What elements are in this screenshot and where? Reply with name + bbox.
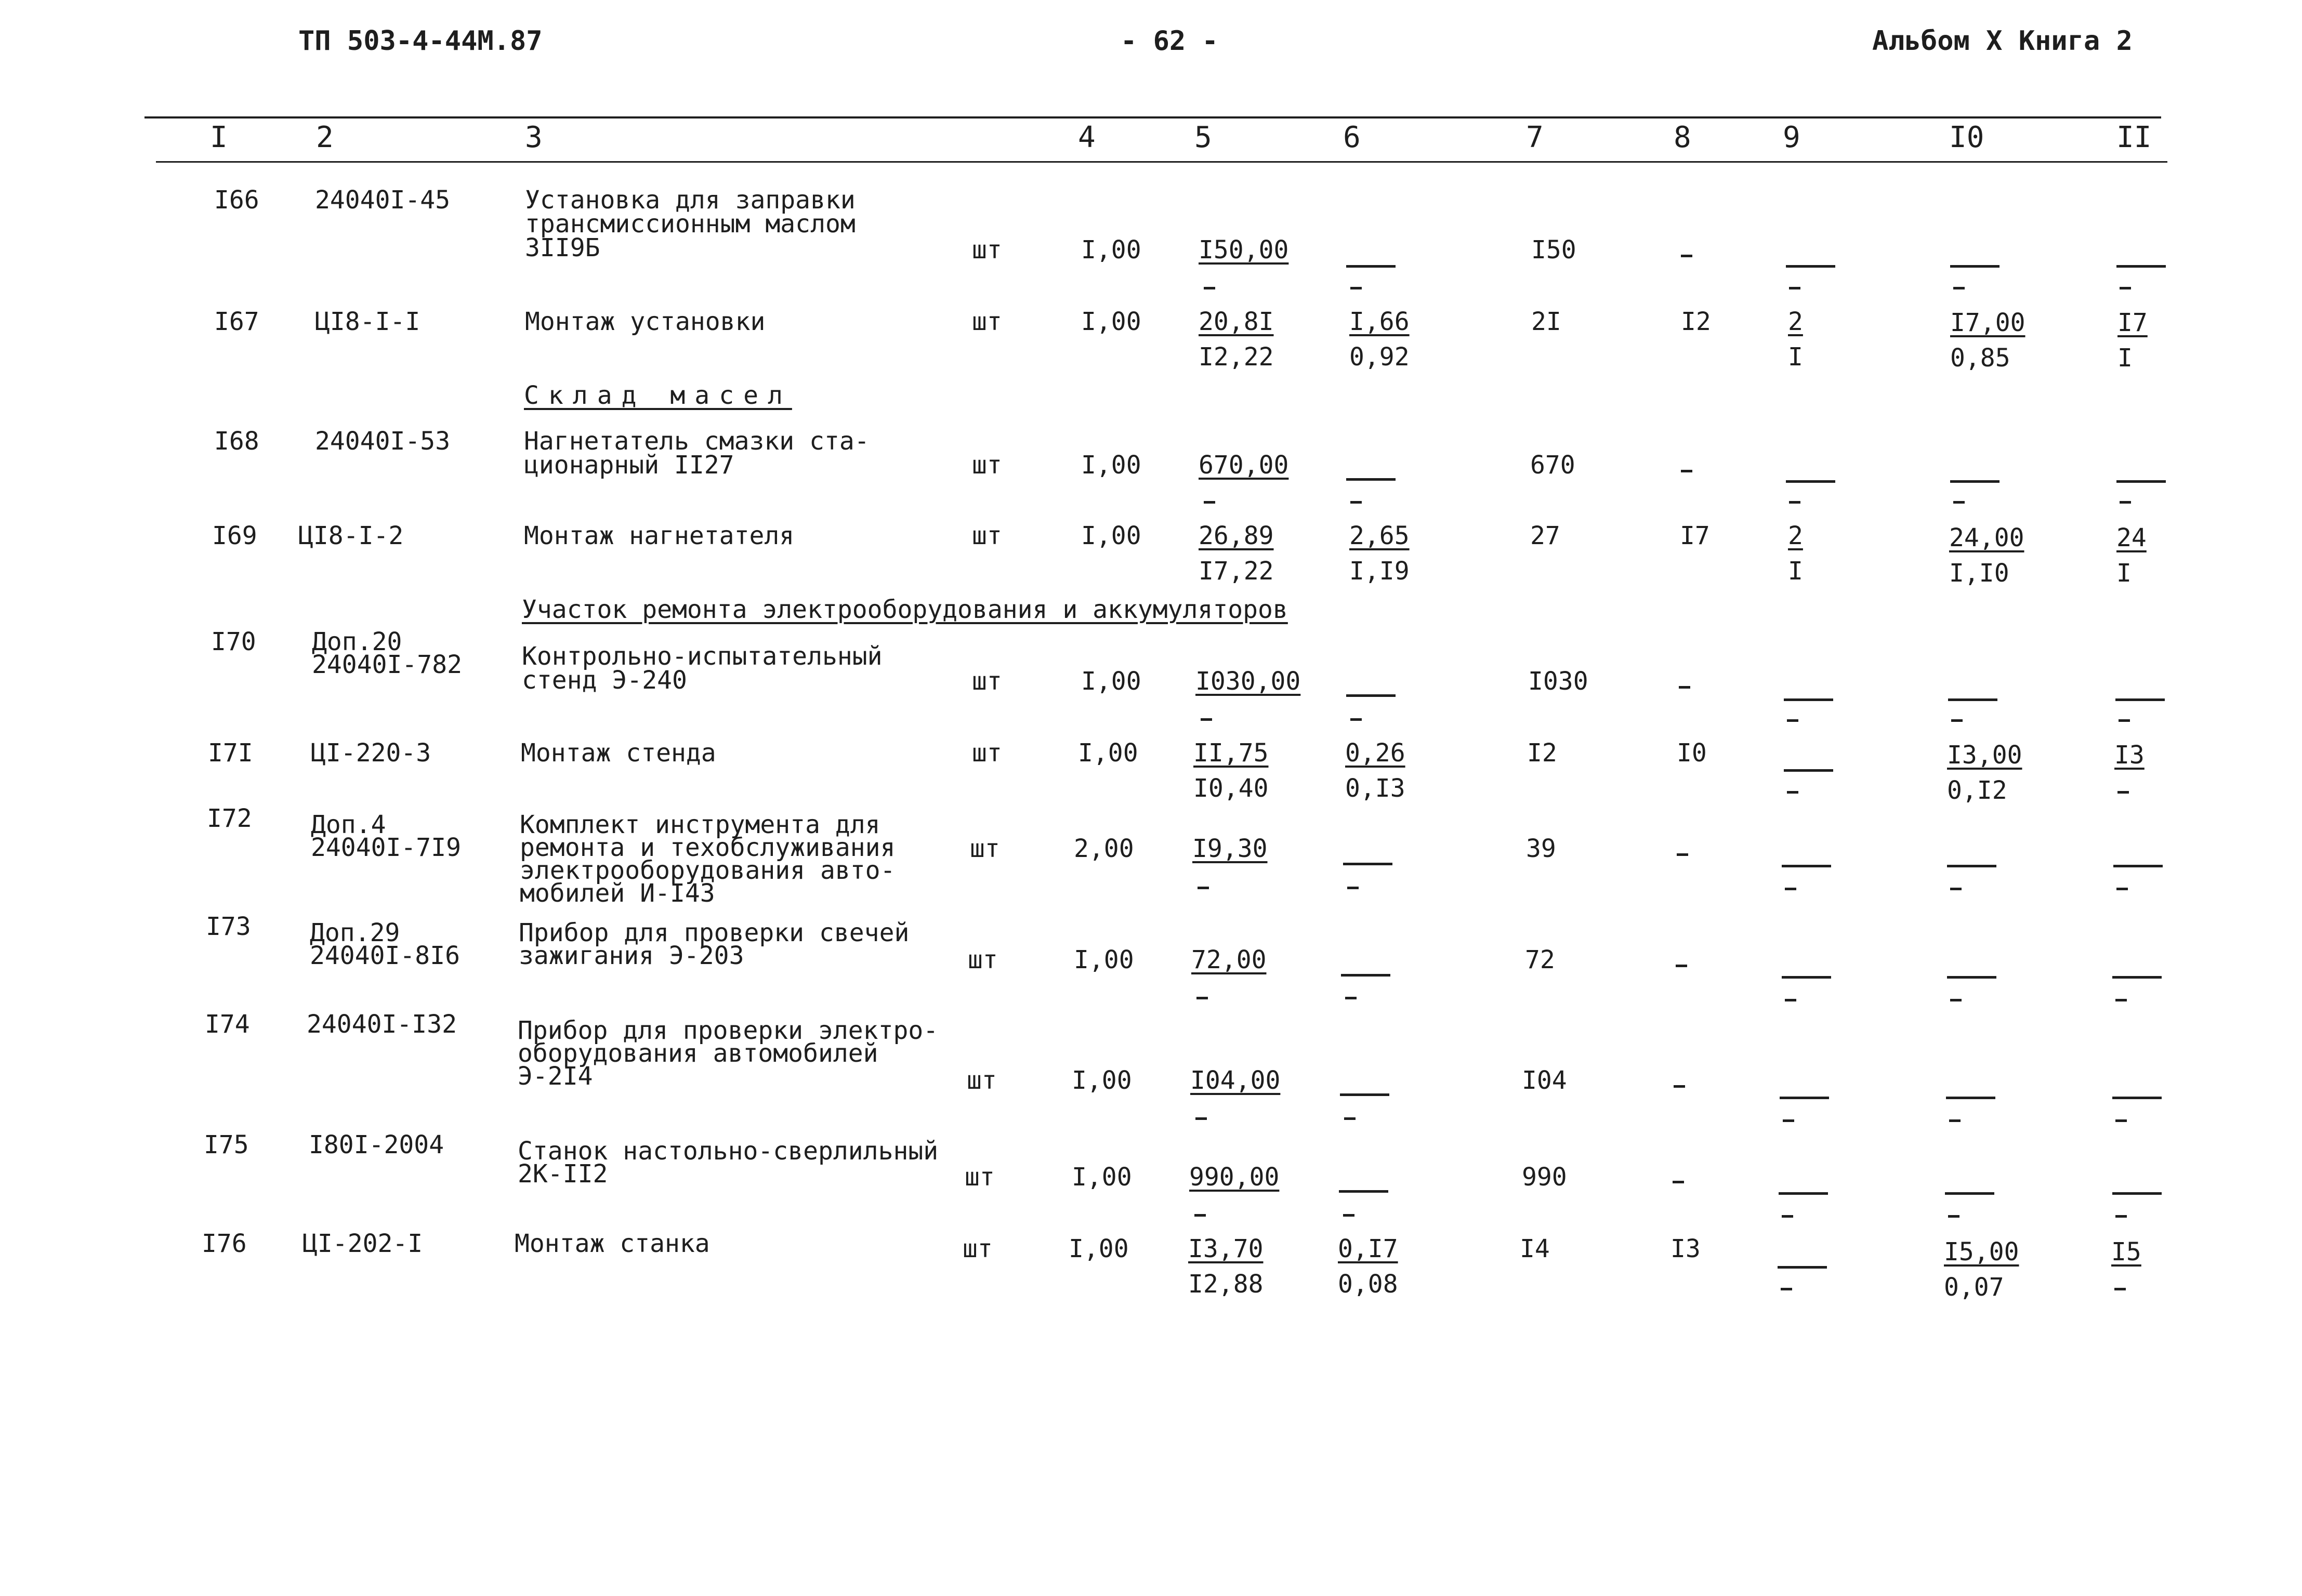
- item-name-line: ремонта и техобслуживания: [520, 833, 896, 862]
- col6-bottom-dash: [1347, 887, 1359, 889]
- col6-bottom-dash: [1343, 1214, 1354, 1217]
- item-name-line: ционарный II27: [524, 451, 734, 480]
- col8-dash: [1681, 470, 1692, 472]
- col5-top: 20,8I: [1199, 307, 1274, 336]
- quantity: I,00: [1081, 521, 1141, 550]
- col5-bottom-dash: [1204, 287, 1215, 289]
- col9-top-dash: [1779, 1192, 1828, 1195]
- price-code: Доп.29: [310, 918, 400, 947]
- col7-value: 27: [1530, 521, 1560, 550]
- col11-top: I3: [2114, 741, 2145, 770]
- col10-top-dash: [1947, 976, 1996, 979]
- col5-top: 670,00: [1199, 451, 1289, 480]
- col10-bottom-dash: [1948, 1215, 1959, 1218]
- quantity: I,00: [1074, 945, 1134, 974]
- col9-bottom: I: [1788, 557, 1803, 586]
- col9-bottom-dash: [1782, 1215, 1793, 1218]
- col6-top-dash: [1346, 265, 1396, 268]
- quantity: I,00: [1072, 1066, 1132, 1095]
- col11-bottom: I: [2117, 344, 2133, 373]
- col10-top: I3,00: [1947, 741, 2022, 770]
- col11-top-dash: [2112, 1192, 2162, 1195]
- col9-top-dash: [1780, 1097, 1829, 1099]
- col6-top-dash: [1346, 694, 1396, 697]
- col6-top: I,66: [1349, 307, 1410, 336]
- unit: шт: [968, 945, 998, 974]
- col10-top: I5,00: [1944, 1237, 2019, 1267]
- col7-value: 670: [1530, 451, 1575, 480]
- col11-top-dash: [2115, 698, 2165, 701]
- col7-value: I50: [1531, 235, 1576, 265]
- quantity: I,00: [1081, 451, 1141, 480]
- col10-top-dash: [1950, 480, 2000, 483]
- col6-top-dash: [1340, 1093, 1389, 1096]
- col8-value: I2: [1681, 307, 1711, 336]
- item-name-line: Прибор для проверки свечей: [519, 918, 910, 947]
- col7-value: 72: [1525, 945, 1555, 974]
- col11-top: 24: [2116, 523, 2147, 552]
- col6-bottom-dash: [1345, 997, 1357, 999]
- row-number: I76: [202, 1229, 247, 1258]
- col9-top-dash: [1778, 1266, 1827, 1269]
- row-number: I74: [205, 1010, 250, 1039]
- item-name-line: оборудования автомобилей: [518, 1039, 878, 1068]
- item-name-line: Монтаж стенда: [521, 738, 716, 768]
- col6-top: 2,65: [1349, 521, 1410, 550]
- col10-top-dash: [1948, 698, 1997, 701]
- row-number: I66: [214, 186, 259, 215]
- item-name-line: мобилей И-I43: [520, 879, 715, 908]
- col6-bottom-dash: [1344, 1117, 1356, 1120]
- row-number: I67: [214, 307, 259, 336]
- quantity: I,00: [1081, 667, 1141, 696]
- col7-value: I2: [1527, 738, 1557, 768]
- price-code: 24040I-I32: [307, 1010, 457, 1039]
- section-title: Склад масел: [524, 381, 792, 410]
- col7-value: I04: [1522, 1066, 1567, 1095]
- col7-value: 2I: [1531, 307, 1561, 336]
- item-name-line: стенд Э-240: [522, 666, 687, 695]
- col11-top: I7: [2117, 308, 2148, 337]
- col10-top-dash: [1945, 1192, 1994, 1195]
- quantity: 2,00: [1074, 834, 1134, 863]
- quantity: I,00: [1069, 1234, 1129, 1263]
- item-name-line: Установка для заправки: [525, 186, 856, 215]
- col10-bottom: I,I0: [1949, 559, 2009, 588]
- item-name-line: 3II9Б: [525, 233, 600, 262]
- unit: шт: [972, 451, 1002, 480]
- col6-bottom-dash: [1350, 501, 1362, 504]
- col11-top: I5: [2111, 1237, 2141, 1267]
- col-header-11: II: [2116, 121, 2152, 154]
- col9-bottom-dash: [1785, 888, 1796, 890]
- price-code: Доп.20: [312, 627, 402, 656]
- col11-top-dash: [2112, 976, 2162, 979]
- unit: шт: [963, 1234, 993, 1263]
- col10-bottom-dash: [1949, 1119, 1961, 1122]
- row-number: I7I: [208, 738, 253, 768]
- col9-bottom-dash: [1783, 1119, 1794, 1122]
- page-number: - 62 -: [1121, 25, 1218, 57]
- col9-top-dash: [1784, 698, 1833, 701]
- col5-top: I030,00: [1195, 667, 1301, 696]
- item-name-line: 2К-II2: [518, 1159, 608, 1189]
- col10-bottom-dash: [1951, 719, 1963, 722]
- col8-dash: [1679, 686, 1690, 689]
- col11-bottom-dash: [2119, 719, 2130, 722]
- col5-bottom-dash: [1196, 997, 1208, 999]
- col6-bottom: 0,92: [1349, 342, 1410, 372]
- item-name-line: Комплект инструмента для: [520, 810, 880, 839]
- row-number: I73: [206, 912, 251, 941]
- col6-bottom: I,I9: [1349, 557, 1410, 586]
- col9-bottom-dash: [1787, 791, 1798, 794]
- col8-dash: [1676, 965, 1687, 967]
- quantity: I,00: [1081, 235, 1141, 265]
- col5-top: I9,30: [1192, 834, 1268, 863]
- col-header-5: 5: [1194, 121, 1212, 154]
- row-number: I72: [207, 804, 252, 833]
- col9-bottom-dash: [1781, 1288, 1792, 1290]
- item-name-line: Контрольно-испытательный: [522, 642, 883, 671]
- col10-top-dash: [1950, 265, 2000, 268]
- row-number: I68: [214, 427, 259, 456]
- col9-top-dash: [1784, 769, 1833, 772]
- unit: шт: [970, 834, 1000, 863]
- col11-bottom-dash: [2117, 791, 2129, 794]
- col9-top-dash: [1782, 976, 1831, 979]
- unit: шт: [972, 738, 1002, 768]
- item-name-line: Монтаж станка: [515, 1229, 710, 1258]
- col7-value: 39: [1526, 834, 1556, 863]
- col8-value: I0: [1677, 738, 1707, 768]
- col11-bottom-dash: [2115, 1215, 2127, 1218]
- col5-top: 72,00: [1191, 945, 1267, 974]
- col10-bottom: 0,07: [1944, 1273, 2004, 1302]
- col-header-9: 9: [1783, 121, 1800, 154]
- item-name-line: Э-2I4: [518, 1062, 593, 1091]
- col9-top: 2: [1788, 521, 1803, 550]
- unit: шт: [972, 307, 1002, 336]
- col6-top-dash: [1343, 863, 1392, 865]
- col5-top: I50,00: [1199, 235, 1289, 265]
- price-code-line2: 24040I-8I6: [310, 941, 460, 970]
- col-header-3: 3: [525, 121, 543, 154]
- col9-bottom-dash: [1789, 287, 1800, 289]
- item-name-line: трансмиссионным маслом: [525, 209, 856, 239]
- section-title: Участок ремонта электрооборудования и аккумуляторов: [522, 595, 1288, 624]
- col11-bottom-dash: [2120, 287, 2131, 289]
- col11-top-dash: [2112, 1097, 2162, 1099]
- price-code: ЦI-202-I: [302, 1229, 423, 1258]
- col11-bottom-dash: [2114, 1288, 2126, 1290]
- table-top-rule: [144, 116, 2161, 118]
- col10-bottom: 0,I2: [1947, 776, 2007, 805]
- col-header-4: 4: [1078, 121, 1096, 154]
- col9-top-dash: [1786, 265, 1835, 268]
- col8-dash: [1674, 1085, 1685, 1088]
- col8-dash: [1677, 853, 1688, 856]
- column-header-rule: [156, 161, 2167, 163]
- col9-bottom-dash: [1785, 999, 1796, 1001]
- col-header-10: I0: [1949, 121, 1984, 154]
- price-code: I80I-2004: [309, 1130, 444, 1159]
- quantity: I,00: [1072, 1163, 1132, 1192]
- col5-bottom: I2,22: [1199, 342, 1274, 372]
- item-name-line: Монтаж нагнетателя: [524, 521, 795, 550]
- item-name-line: Монтаж установки: [525, 307, 766, 336]
- col10-bottom-dash: [1953, 501, 1965, 504]
- col6-top-dash: [1339, 1190, 1388, 1193]
- col9-top-dash: [1786, 480, 1835, 483]
- price-code-line2: 24040I-782: [312, 650, 462, 679]
- row-number: I75: [204, 1130, 249, 1159]
- price-code: 24040I-45: [315, 186, 451, 215]
- col10-bottom-dash: [1953, 287, 1965, 289]
- unit: шт: [967, 1066, 997, 1095]
- col7-value: I030: [1528, 667, 1588, 696]
- col6-top-dash: [1346, 478, 1396, 481]
- col10-bottom: 0,85: [1950, 344, 2010, 373]
- price-code: ЦI-220-3: [311, 738, 431, 768]
- col11-bottom-dash: [2120, 501, 2131, 504]
- col6-top-dash: [1341, 974, 1390, 977]
- col6-top: 0,26: [1345, 738, 1405, 768]
- col6-top: 0,I7: [1338, 1234, 1398, 1263]
- col9-bottom-dash: [1789, 501, 1800, 504]
- price-code: ЦI8-I-2: [298, 521, 404, 550]
- col6-bottom: 0,08: [1338, 1270, 1398, 1299]
- item-name-line: Нагнетатель смазки ста-: [524, 427, 870, 456]
- col10-top: I7,00: [1950, 308, 2025, 337]
- col8-dash: [1673, 1181, 1684, 1183]
- col5-top: II,75: [1193, 738, 1269, 768]
- col10-top-dash: [1947, 865, 1996, 867]
- col10-top: 24,00: [1949, 523, 2024, 552]
- col6-bottom: 0,I3: [1345, 774, 1405, 803]
- col11-bottom-dash: [2115, 999, 2127, 1001]
- item-name-line: Прибор для проверки электро-: [518, 1016, 939, 1045]
- col8-value: I7: [1680, 521, 1710, 550]
- col5-bottom-dash: [1204, 501, 1215, 504]
- col10-bottom-dash: [1950, 999, 1962, 1001]
- document-code: ТП 503-4-44М.87: [298, 25, 543, 57]
- col11-bottom-dash: [2115, 1119, 2127, 1122]
- col9-bottom-dash: [1787, 719, 1798, 722]
- quantity: I,00: [1078, 738, 1138, 768]
- col9-top-dash: [1782, 865, 1831, 867]
- col7-value: I4: [1520, 1234, 1550, 1263]
- price-code: 24040I-53: [315, 427, 451, 456]
- col11-top-dash: [2116, 480, 2166, 483]
- col8-dash: [1681, 255, 1692, 257]
- col5-top: I04,00: [1190, 1066, 1281, 1095]
- col5-top: 990,00: [1189, 1163, 1280, 1192]
- col5-bottom: I7,22: [1199, 557, 1274, 586]
- col11-bottom-dash: [2116, 888, 2128, 890]
- col6-bottom-dash: [1350, 287, 1362, 289]
- col-header-2: 2: [316, 121, 334, 154]
- col5-bottom: I0,40: [1193, 774, 1269, 803]
- col5-bottom: I2,88: [1188, 1270, 1264, 1299]
- col-header-6: 6: [1343, 121, 1361, 154]
- col11-top-dash: [2113, 865, 2163, 867]
- price-code: Доп.4: [311, 810, 386, 839]
- col5-bottom-dash: [1201, 718, 1212, 721]
- col9-top: 2: [1788, 307, 1803, 336]
- col6-bottom-dash: [1350, 718, 1362, 721]
- quantity: I,00: [1081, 307, 1141, 336]
- col-header-8: 8: [1674, 121, 1691, 154]
- unit: шт: [972, 521, 1002, 550]
- col8-value: I3: [1670, 1234, 1701, 1263]
- unit: шт: [972, 235, 1002, 265]
- album-label: Альбом Х Книга 2: [1872, 25, 2133, 57]
- row-number: I69: [212, 521, 257, 550]
- col11-top-dash: [2116, 265, 2166, 268]
- col9-bottom: I: [1788, 342, 1803, 372]
- row-number: I70: [211, 627, 256, 656]
- col11-bottom: I: [2116, 559, 2132, 588]
- col5-top: 26,89: [1199, 521, 1274, 550]
- item-name-line: Станок настольно-сверлильный: [518, 1137, 939, 1166]
- item-name-line: электрооборудования авто-: [520, 856, 896, 885]
- price-code-line2: 24040I-7I9: [311, 833, 461, 862]
- col5-top: I3,70: [1188, 1234, 1264, 1263]
- col5-bottom-dash: [1195, 1117, 1207, 1120]
- unit: шт: [965, 1163, 995, 1192]
- col-header-7: 7: [1526, 121, 1544, 154]
- col-header-1: I: [210, 121, 228, 154]
- item-name-line: зажигания Э-203: [519, 941, 744, 970]
- col5-bottom-dash: [1198, 887, 1209, 889]
- col10-bottom-dash: [1950, 888, 1962, 890]
- col10-top-dash: [1946, 1097, 1995, 1099]
- col7-value: 990: [1522, 1163, 1567, 1192]
- price-code: ЦI8-I-I: [315, 307, 420, 336]
- col5-bottom-dash: [1194, 1214, 1206, 1217]
- unit: шт: [972, 667, 1002, 696]
